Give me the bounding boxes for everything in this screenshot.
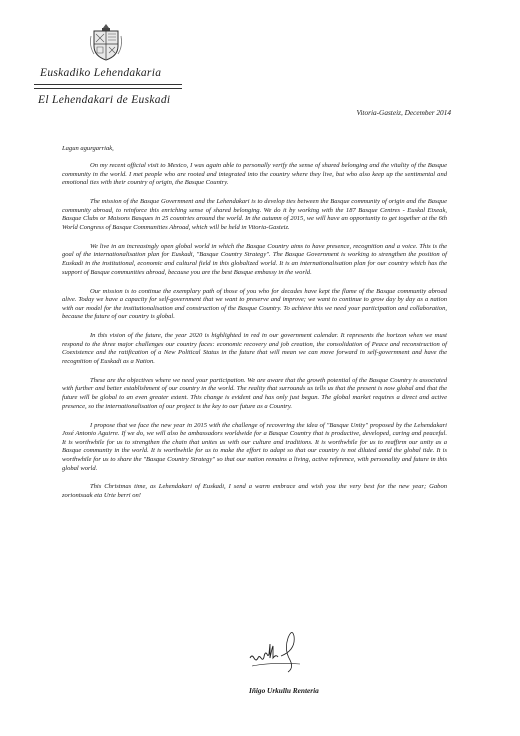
- logo-line-spanish: El Lehendakari de Euskadi: [38, 94, 171, 106]
- paragraph: We live in an increasingly open global world in which the Basque Country aims to have presence, recognition and a voice. This is the goal of the internationalisation plan for Euskadi, "Basque Country Strategy". The Basque Government is working to strengthen the position of Euskadi in the institutional, economic and cultural field in this globalized world. It is an internationalisation plan for our country which has the support of Basque communities abroad, because you are the best Basque embassy in the world.: [62, 242, 447, 276]
- logo-divider-top: [34, 84, 182, 85]
- place-and-date: Vitoria-Gasteiz, December 2014: [356, 108, 451, 117]
- paragraph: In this vision of the future, the year 2020 is highlighted in red in our government calendar. It represents the horizon when we must respond to the three major challenges our country faces: economic recovery and job creation, the consolidation of Peace and reconstruction of Coexistence and the ratification of a New Political Status in the future that will mean we can move forward in self-government and have the recognition of Euskadi as a Nation.: [62, 332, 447, 365]
- signer-name: Iñigo Urkullu Renteria: [249, 686, 319, 695]
- coat-of-arms-emblem: [88, 22, 124, 62]
- logo-divider-bottom: [34, 88, 182, 89]
- paragraph: On my recent official visit to Mexico, I was again able to personally verify the sense of shared belonging and the vitality of the Basque community in the world. I met people who are rooted and integrated into the country where they live, but who also keep up the sentimental and emotional ties with their country of origin, the Basque Country.: [62, 162, 447, 187]
- paragraph: This Christmas time, as Lehendakari of Euskadi, I send a warm embrace and wish you the very best for the new year; Gabon zoriontsuak eta Urte berri on!: [62, 483, 447, 499]
- greeting: Lagun agurgarriak,: [62, 145, 114, 152]
- logo-line-basque: Euskadiko Lehendakaria: [40, 67, 162, 79]
- paragraph: The mission of the Basque Government and the Lehendakari is to develop ties between the Basque community of origin and the Basque community abroad, to reinforce this enriching sense of shared belonging. We do it by working with the 187 Basque Centres - Euskal Etxeak, Basque Clubs or Maisons Basques in 25 countries around the world. In the autumn of 2015, we will have an opportunity to get together at the 6th World Congress of Basque Communities Abroad, which will be held in Vitoria-Gasteiz.: [62, 198, 447, 231]
- paragraph: Our mission is to continue the exemplary path of those of you who for decades have kept the flame of the Basque community abroad alive. Today we have a capacity for self-government that we want to preserve and improve; we want to continue to grow day by day as a nation with our model for the institutionalisation and construction of the Basque Country. To achieve this we need your participation and collaboration, because the future of our country is global.: [62, 287, 447, 321]
- letter-body: [62, 145, 447, 511]
- paragraph: I propose that we face the new year in 2015 with the challenge of recovering the idea of "Basque Unity" proposed by the Lehendakari José Antonio Aguirre. If we do, we will also be ambassadors worldwide for a Basque Country that is productive, developed, caring and peaceful. It is worthwhile for us to strengthen the chain that unites us with our culture and traditions. It is worthwhile for us to reaffirm our unity as a Basque community in the world. It is worthwhile for us to make the effort to adapt so that our country is not diluted amid the global tide. It is worthwhile for us to share the "Basque Country Strategy" so that our nation remains a living, active reference, with personality and future in this global world.: [62, 421, 447, 472]
- handwritten-signature: [248, 626, 308, 676]
- paragraph: These are the objectives where we need your participation. We are aware that the growth potential of the Basque Country is associated with further and better establishment of our country in the world. The reality that surrounds us tells us that the present is now global and that the future will be global to an even greater extent. This change is evident and has only just begun. The global market requires a direct and active presence, so the internationalisation of our project is the key to our future as a Country.: [62, 376, 447, 410]
